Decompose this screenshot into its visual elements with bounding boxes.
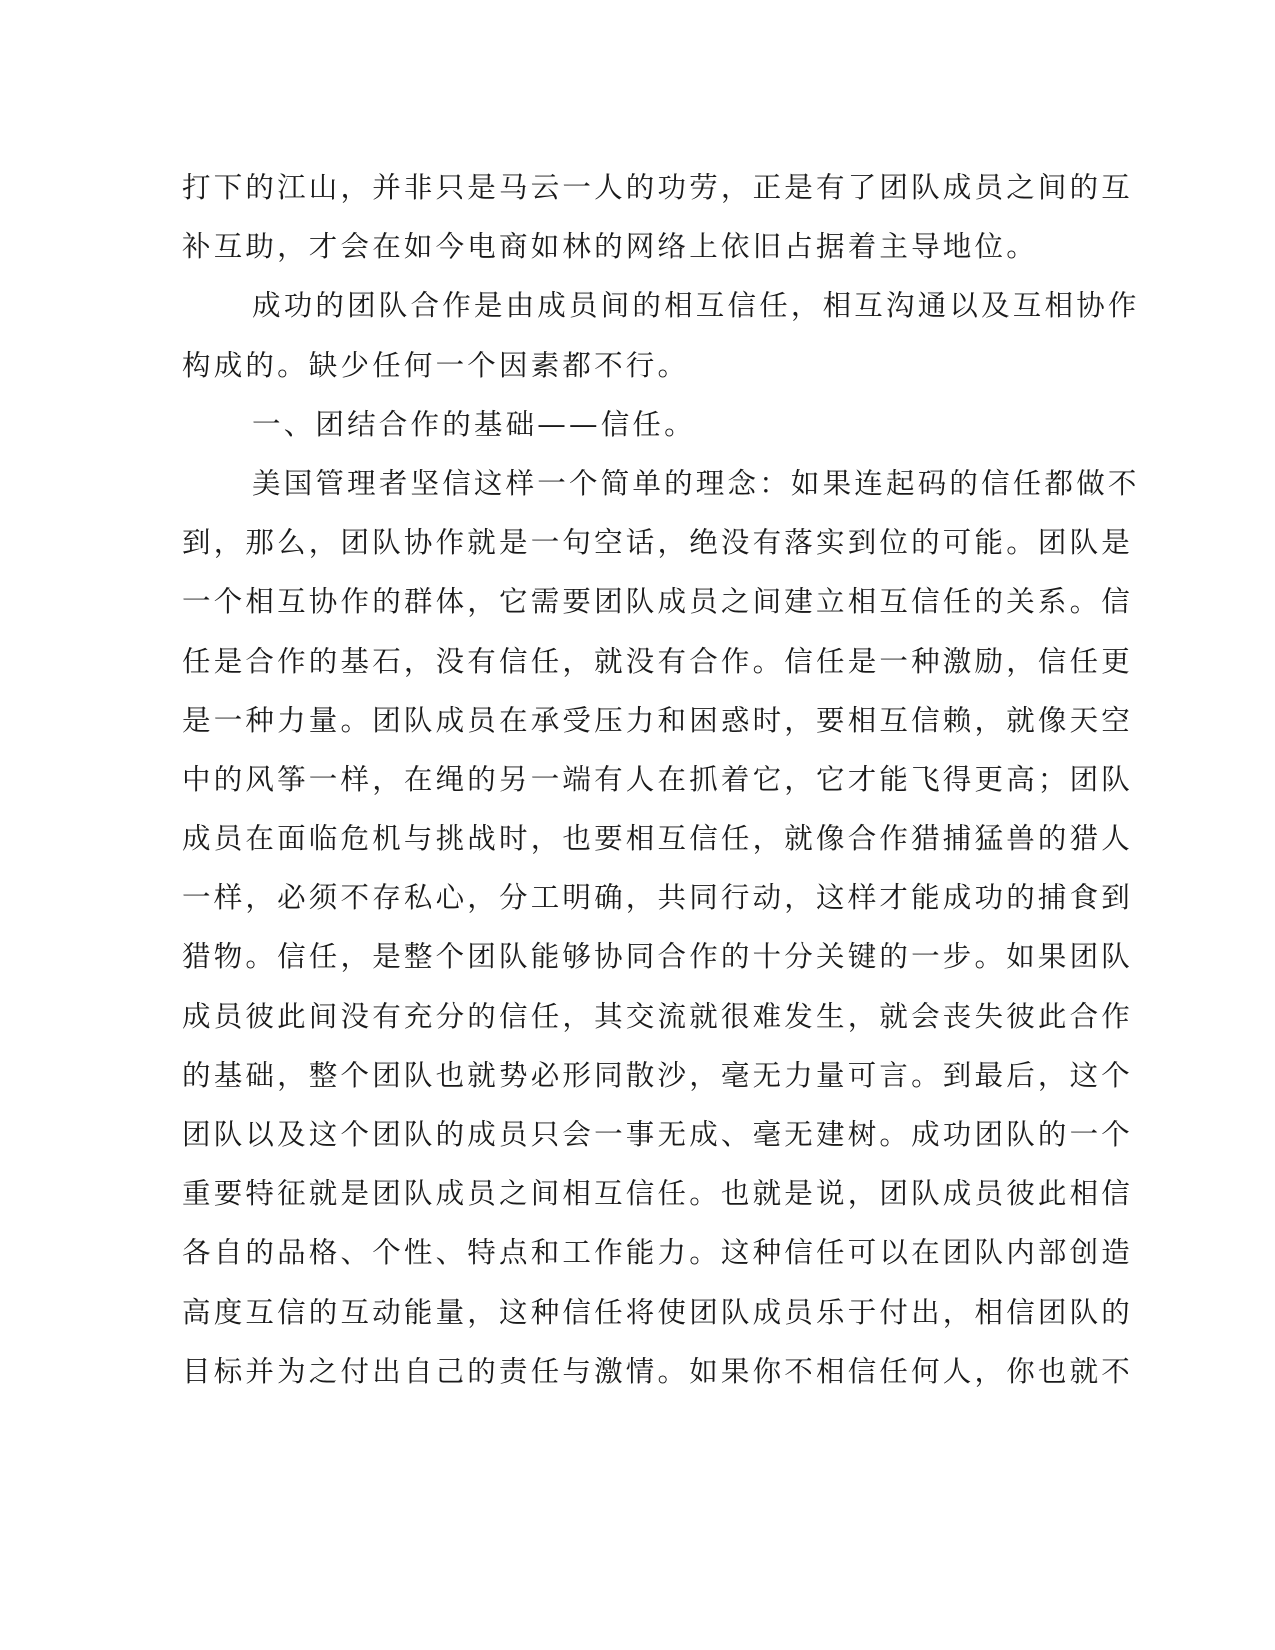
text-line: 补互助，才会在如今电商如林的网络上依旧占据着主导地位。	[182, 230, 1038, 264]
section-heading: 一、团结合作的基础——信任。	[252, 407, 696, 441]
text-line: 一样，必须不存私心，分工明确，共同行动，这样才能成功的捕食到	[182, 881, 1134, 915]
text-line: 目标并为之付出自己的责任与激情。如果你不相信任何人，你也就不	[182, 1354, 1134, 1388]
text-line: 猎物。信任，是整个团队能够协同合作的十分关键的一步。如果团队	[182, 940, 1134, 974]
text-line: 是一种力量。团队成员在承受压力和困惑时，要相互信赖，就像天空	[182, 703, 1134, 737]
text-line: 的基础，整个团队也就势必形同散沙，毫无力量可言。到最后，这个	[182, 1058, 1134, 1092]
text-line: 成员彼此间没有充分的信任，其交流就很难发生，就会丧失彼此合作	[182, 999, 1134, 1033]
body-text	[182, 158, 1140, 1401]
text-line: 成员在面临危机与挑战时，也要相互信任，就像合作猎捕猛兽的猎人	[182, 822, 1134, 856]
text-line: 打下的江山，并非只是马云一人的功劳，正是有了团队成员之间的互	[182, 171, 1134, 204]
text-line: 构成的。缺少任何一个因素都不行。	[182, 348, 690, 382]
text-line: 高度互信的互动能量，这种信任将使团队成员乐于付出，相信团队的	[182, 1295, 1134, 1329]
text-line: 成功的团队合作是由成员间的相互信任，相互沟通以及互相协作	[252, 289, 1140, 323]
text-line: 美国管理者坚信这样一个简单的理念：如果连起码的信任都做不	[252, 466, 1140, 500]
text-line: 到，那么，团队协作就是一句空话，绝没有落实到位的可能。团队是	[182, 526, 1134, 560]
text-line: 各自的品格、个性、特点和工作能力。这种信任可以在团队内部创造	[182, 1236, 1134, 1270]
text-line: 重要特征就是团队成员之间相互信任。也就是说，团队成员彼此相信	[182, 1177, 1134, 1211]
text-line: 团队以及这个团队的成员只会一事无成、毫无建树。成功团队的一个	[182, 1118, 1134, 1151]
text-line: 任是合作的基石，没有信任，就没有合作。信任是一种激励，信任更	[182, 644, 1134, 678]
text-line: 中的风筝一样，在绳的另一端有人在抓着它，它才能飞得更高；团队	[182, 762, 1134, 796]
text-line: 一个相互协作的群体，它需要团队成员之间建立相互信任的关系。信	[182, 585, 1134, 619]
